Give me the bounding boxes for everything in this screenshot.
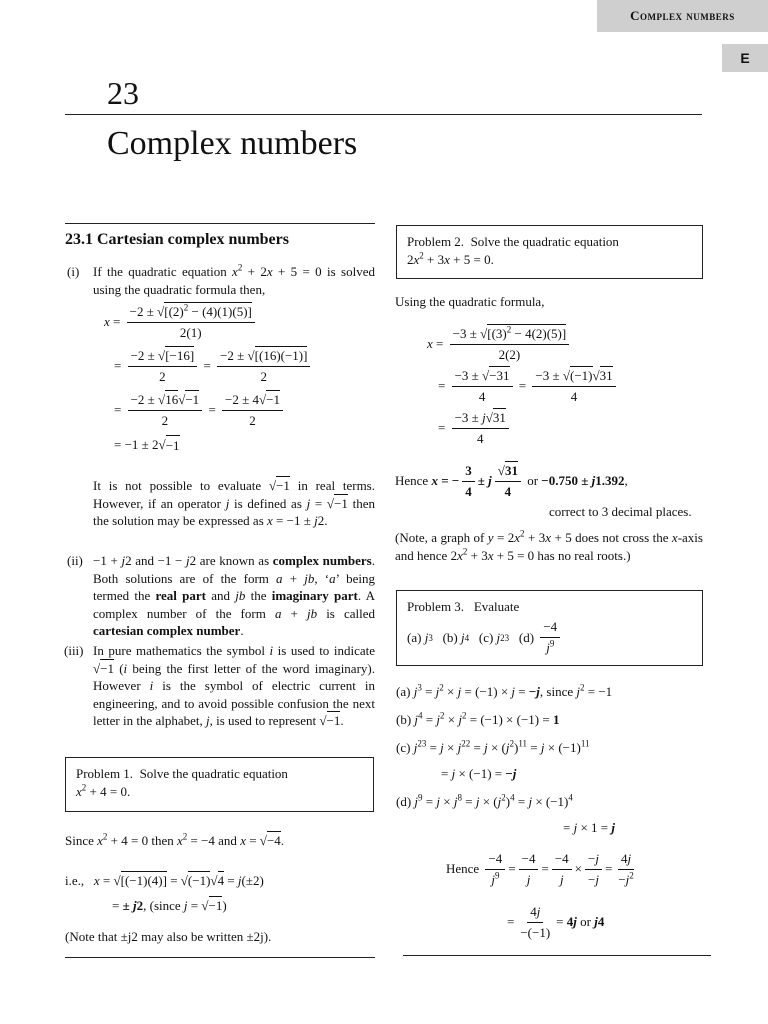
- solution-c-2: = j × (−1) = −j: [441, 766, 517, 781]
- item-ii-label: (ii): [67, 553, 83, 568]
- problem-1-box: [65, 757, 374, 812]
- problem-1-statement: [76, 765, 363, 783]
- problem-2-statement: [407, 233, 692, 251]
- hence-d: Hence $\frac{-4}{j^9}$ = $\frac{-4}{j}$ = $\frac{-4}{j}$ × $\frac{-j}{-j}$ = $\frac{4j}{-j^2}$: [446, 851, 634, 887]
- solution-d-2: = j × 1 = j: [563, 820, 616, 835]
- item-i: [67, 263, 375, 298]
- problem-2-equation: $2x^2 + 3x + 5 = 0$.: [407, 250, 494, 268]
- final-d: = $\frac{4j}{-(-1)}$ = 4j or j4: [507, 904, 605, 940]
- eq-line-2: = $\frac{-2 \pm √[-16]}{2}$ = $\frac{-2 \pm √[(16)(-1)]}{2}$: [114, 347, 313, 385]
- item-ii-text: −1 + j2 and −1 − j2 are known as complex numbers. Both solutions are of the form a + jb, ‘a’ being termed the real part and jb the imaginary part. A complex number of the form a + jb is called cartesian complex number.: [93, 553, 376, 639]
- since-line: Since $x^2 + 4 = 0$ then $x^2 = -4$ and x = √−4.: [65, 831, 285, 848]
- problem-2-text: Solve the quadratic equation: [470, 234, 619, 249]
- problem-1-equation: $x^2 + 4 = 0$.: [76, 782, 131, 800]
- hence-result: Hence x = − $\frac{3}{4}$ ± j $\frac{√31}{4}$ or −0.750 ± j1.392 ,: [395, 463, 628, 499]
- running-head: Complex numbers: [597, 0, 768, 32]
- solution-b: (b) $j^4 = j^2 \times j^2 = (-1) \times (-1) = 1$: [396, 710, 560, 727]
- correct-to: correct to 3 decimal places.: [549, 504, 692, 519]
- using-formula: Using the quadratic formula,: [395, 294, 545, 309]
- section-tab: E: [722, 44, 768, 72]
- problem-1-title: Problem 1.: [76, 766, 134, 781]
- solution-a: (a) $j^3 = j^2 \times j = (-1) \times j = -j$, since $j^2 = -1$: [396, 682, 613, 699]
- left-bottom-rule: [65, 957, 375, 958]
- ie-result: = ± j2, (since j = √−1): [112, 898, 227, 913]
- chapter-title: Complex numbers: [107, 125, 358, 162]
- problem-3-box: [396, 590, 703, 666]
- solution-d: (d) $j^9 = j \times j^8 = j \times (j^2)^4 = j \times (-1)^4$: [396, 792, 573, 809]
- right-bottom-rule: [403, 955, 711, 956]
- eq-line-1: x = $\frac{-2 \pm √[(2)^2 - (4)(1)(5)]}{2(1)}$: [104, 303, 313, 341]
- problem-3-title: Problem 3.: [407, 599, 465, 614]
- problem-2-box: [396, 225, 703, 279]
- note-line: (Note that ±j2 may also be written ±2j).: [65, 929, 272, 944]
- item-i-continued: It is not possible to evaluate √−1 in real terms. However, if an operator j is defined as j = √−1 then the solution may be expressed as x = −1 ± j2.: [93, 478, 375, 529]
- problem-3-parts: (a) j 3 (b) j 4 (c) j 23 (d) $\frac{-4}{j^9}$: [407, 618, 692, 657]
- eq2-line-2: = $\frac{-3 \pm √-31}{4}$ = $\frac{-3 \pm √(-1)√31}{4}$: [438, 367, 619, 405]
- section-title: 23.1 Cartesian complex numbers: [65, 231, 289, 248]
- item-iii-text: In pure mathematics the symbol i is used to indicate √−1 (i being the first letter of the word imaginary). However i is the symbol of electric current in engineering, and to avoid possible confusion the next letter in the alphabet, j, is used to represent √−1.: [93, 643, 375, 729]
- section-rule: [65, 223, 375, 224]
- item-iii-label: (iii): [64, 643, 84, 658]
- item-iii: [64, 642, 375, 730]
- solution-c: (c) $j^{23} = j \times j^{22} = j \times (j^2)^{11} = j \times (-1)^{11}$: [396, 738, 590, 755]
- problem-3-statement: [407, 598, 692, 616]
- problem-2-title: Problem 2.: [407, 234, 465, 249]
- chapter-rule: [65, 114, 702, 115]
- ie-line: i.e., x = √[(−1)(4)] = √(−1)√4 = j(±2): [65, 873, 264, 888]
- equation-block-1: [104, 303, 313, 455]
- equation-block-2: [427, 325, 619, 447]
- eq2-line-1: x = $\frac{-3 \pm √[(3)^2 - 4(2)(5)]}{2(2)}$: [427, 325, 619, 363]
- eq-line-4: = −1 ± 2√ −1: [114, 437, 180, 454]
- item-i-text: If the quadratic equation $x^2 + 2x + 5 = 0$ is solved using the quadratic formula then,: [93, 262, 375, 297]
- problem-3-text: Evaluate: [473, 599, 520, 614]
- note-graph: (Note, a graph of $y = 2x^2 + 3x + 5$ does not cross the x-axis and hence $2x^2 + 3x + 5 = 0$ has no real roots.): [395, 528, 703, 563]
- eq-line-3: = $\frac{-2 \pm √16√-1}{2}$ = $\frac{-2 \pm 4√-1}{2}$: [114, 391, 313, 429]
- item-i-label: (i): [67, 264, 80, 279]
- item-ii: [67, 552, 375, 640]
- chapter-number: 23: [107, 75, 139, 111]
- problem-1-text: Solve the quadratic equation: [139, 766, 288, 781]
- eq2-line-3: = $\frac{-3 \pm j√31}{4}$: [438, 409, 619, 447]
